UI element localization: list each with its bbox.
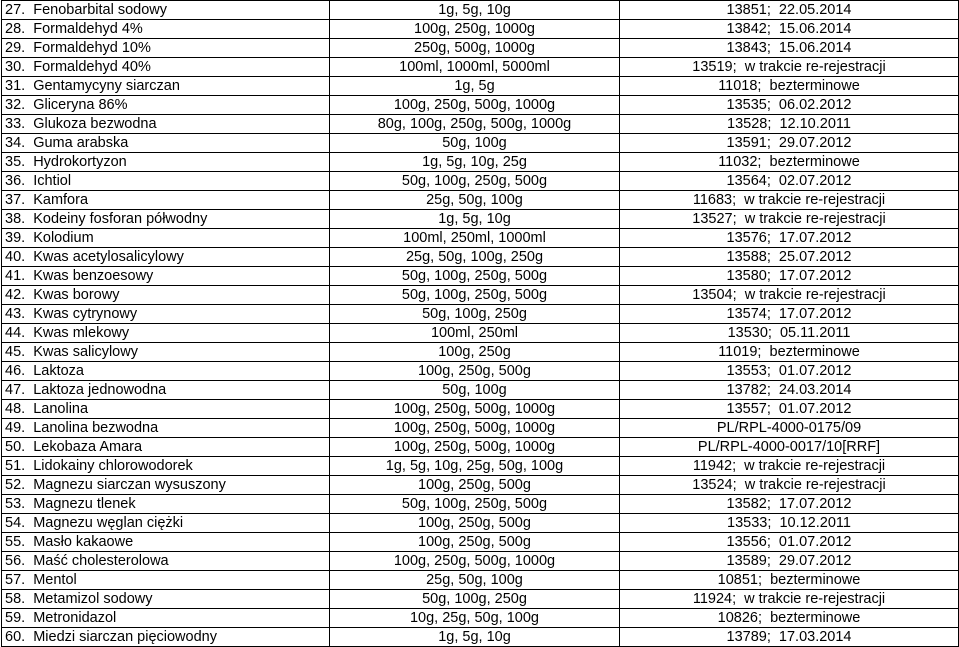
registration-cell: 10826; bezterminowe [620,609,959,628]
registration-cell: 13564; 02.07.2012 [620,172,959,191]
packaging-cell: 25g, 50g, 100g, 250g [330,248,620,267]
product-name-cell: 46. Laktoza [2,362,330,381]
table-row [2,96,959,115]
table-row [2,438,959,457]
product-name-cell: 47. Laktoza jednowodna [2,381,330,400]
product-name-cell: 59. Metronidazol [2,609,330,628]
product-name-cell: 39. Kolodium [2,229,330,248]
table-row [2,628,959,647]
registration-cell: 13582; 17.07.2012 [620,495,959,514]
registration-cell: 13843; 15.06.2014 [620,39,959,58]
packaging-cell: 250g, 500g, 1000g [330,39,620,58]
packaging-cell: 50g, 100g, 250g, 500g [330,172,620,191]
registration-cell: 13589; 29.07.2012 [620,552,959,571]
packaging-cell: 50g, 100g, 250g [330,305,620,324]
registration-cell: 13530; 05.11.2011 [620,324,959,343]
packaging-cell: 10g, 25g, 50g, 100g [330,609,620,628]
table-row [2,514,959,533]
packaging-cell: 100g, 250g, 1000g [330,20,620,39]
packaging-cell: 100ml, 1000ml, 5000ml [330,58,620,77]
registration-cell: 13524; w trakcie re-rejestracji [620,476,959,495]
product-name-cell: 32. Gliceryna 86% [2,96,330,115]
registration-cell: 13851; 22.05.2014 [620,1,959,20]
product-name-cell: 42. Kwas borowy [2,286,330,305]
registration-cell: 13576; 17.07.2012 [620,229,959,248]
registration-cell: 11018; bezterminowe [620,77,959,96]
table-row [2,590,959,609]
packaging-cell: 100g, 250g, 500g [330,362,620,381]
product-name-cell: 28. Formaldehyd 4% [2,20,330,39]
packaging-cell: 50g, 100g, 250g, 500g [330,286,620,305]
table-row [2,476,959,495]
product-name-cell: 51. Lidokainy chlorowodorek [2,457,330,476]
registration-cell: 13782; 24.03.2014 [620,381,959,400]
product-name-cell: 55. Masło kakaowe [2,533,330,552]
product-name-cell: 38. Kodeiny fosforan półwodny [2,210,330,229]
table-row [2,609,959,628]
table-row [2,324,959,343]
table-row [2,210,959,229]
table-row [2,77,959,96]
product-name-cell: 41. Kwas benzoesowy [2,267,330,286]
product-name-cell: 52. Magnezu siarczan wysuszony [2,476,330,495]
packaging-cell: 100g, 250g, 500g [330,514,620,533]
registration-cell: 13557; 01.07.2012 [620,400,959,419]
packaging-cell: 50g, 100g [330,381,620,400]
product-name-cell: 57. Mentol [2,571,330,590]
table-row [2,381,959,400]
product-name-cell: 27. Fenobarbital sodowy [2,1,330,20]
table-row [2,552,959,571]
product-name-cell: 33. Glukoza bezwodna [2,115,330,134]
packaging-cell: 50g, 100g [330,134,620,153]
table-row [2,39,959,58]
table-row [2,457,959,476]
table-row [2,267,959,286]
packaging-cell: 100ml, 250ml, 1000ml [330,229,620,248]
packaging-cell: 1g, 5g, 10g [330,210,620,229]
registration-cell: 11683; w trakcie re-rejestracji [620,191,959,210]
table-row [2,1,959,20]
product-name-cell: 30. Formaldehyd 40% [2,58,330,77]
table-row [2,58,959,77]
product-name-cell: 49. Lanolina bezwodna [2,419,330,438]
packaging-cell: 1g, 5g, 10g, 25g [330,153,620,172]
packaging-cell: 100g, 250g, 500g, 1000g [330,419,620,438]
table-row [2,571,959,590]
table-row [2,305,959,324]
product-name-cell: 43. Kwas cytrynowy [2,305,330,324]
registration-cell: PL/RPL-4000-0175/09 [620,419,959,438]
packaging-cell: 1g, 5g [330,77,620,96]
registration-cell: 13580; 17.07.2012 [620,267,959,286]
registration-cell: 13527; w trakcie re-rejestracji [620,210,959,229]
table-row [2,172,959,191]
product-name-cell: 56. Maść cholesterolowa [2,552,330,571]
product-name-cell: 54. Magnezu węglan ciężki [2,514,330,533]
packaging-cell: 100g, 250g, 500g, 1000g [330,438,620,457]
registration-cell: 13533; 10.12.2011 [620,514,959,533]
packaging-cell: 1g, 5g, 10g [330,1,620,20]
product-name-cell: 53. Magnezu tlenek [2,495,330,514]
product-name-cell: 31. Gentamycyny siarczan [2,77,330,96]
registration-cell: 13556; 01.07.2012 [620,533,959,552]
product-name-cell: 48. Lanolina [2,400,330,419]
registration-cell: 13553; 01.07.2012 [620,362,959,381]
registration-cell: 13588; 25.07.2012 [620,248,959,267]
table-row [2,400,959,419]
registration-cell: 13789; 17.03.2014 [620,628,959,647]
product-name-cell: 37. Kamfora [2,191,330,210]
table-row [2,419,959,438]
table-row [2,362,959,381]
product-name-cell: 36. Ichtiol [2,172,330,191]
registration-cell: 11924; w trakcie re-rejestracji [620,590,959,609]
packaging-cell: 100g, 250g, 500g [330,476,620,495]
table-row [2,229,959,248]
registration-cell: PL/RPL-4000-0017/10[RRF] [620,438,959,457]
registration-cell: 10851; bezterminowe [620,571,959,590]
product-name-cell: 35. Hydrokortyzon [2,153,330,172]
table-row [2,20,959,39]
product-name-cell: 45. Kwas salicylowy [2,343,330,362]
product-name-cell: 40. Kwas acetylosalicylowy [2,248,330,267]
packaging-cell: 100g, 250g, 500g, 1000g [330,96,620,115]
registration-cell: 11019; bezterminowe [620,343,959,362]
product-name-cell: 58. Metamizol sodowy [2,590,330,609]
registration-cell: 13504; w trakcie re-rejestracji [620,286,959,305]
table-row [2,286,959,305]
packaging-cell: 25g, 50g, 100g [330,191,620,210]
product-name-cell: 29. Formaldehyd 10% [2,39,330,58]
packaging-cell: 100g, 250g [330,343,620,362]
packaging-cell: 100ml, 250ml [330,324,620,343]
packaging-cell: 1g, 5g, 10g [330,628,620,647]
packaging-cell: 80g, 100g, 250g, 500g, 1000g [330,115,620,134]
table-row [2,153,959,172]
table-row [2,495,959,514]
registration-cell: 11032; bezterminowe [620,153,959,172]
packaging-cell: 50g, 100g, 250g, 500g [330,267,620,286]
table-row [2,115,959,134]
table-row [2,533,959,552]
table-row [2,191,959,210]
packaging-cell: 1g, 5g, 10g, 25g, 50g, 100g [330,457,620,476]
packaging-cell: 50g, 100g, 250g, 500g [330,495,620,514]
packaging-cell: 100g, 250g, 500g [330,533,620,552]
registration-cell: 13528; 12.10.2011 [620,115,959,134]
registration-cell: 11942; w trakcie re-rejestracji [620,457,959,476]
table-row [2,134,959,153]
registration-cell: 13842; 15.06.2014 [620,20,959,39]
product-name-cell: 34. Guma arabska [2,134,330,153]
packaging-cell: 100g, 250g, 500g, 1000g [330,552,620,571]
packaging-cell: 100g, 250g, 500g, 1000g [330,400,620,419]
registration-cell: 13574; 17.07.2012 [620,305,959,324]
packaging-cell: 50g, 100g, 250g [330,590,620,609]
registration-cell: 13519; w trakcie re-rejestracji [620,58,959,77]
registration-cell: 13591; 29.07.2012 [620,134,959,153]
product-name-cell: 50. Lekobaza Amara [2,438,330,457]
products-table [1,0,959,647]
product-name-cell: 44. Kwas mlekowy [2,324,330,343]
table-row [2,248,959,267]
registration-cell: 13535; 06.02.2012 [620,96,959,115]
table-row [2,343,959,362]
packaging-cell: 25g, 50g, 100g [330,571,620,590]
table-body [2,1,959,647]
product-name-cell: 60. Miedzi siarczan pięciowodny [2,628,330,647]
